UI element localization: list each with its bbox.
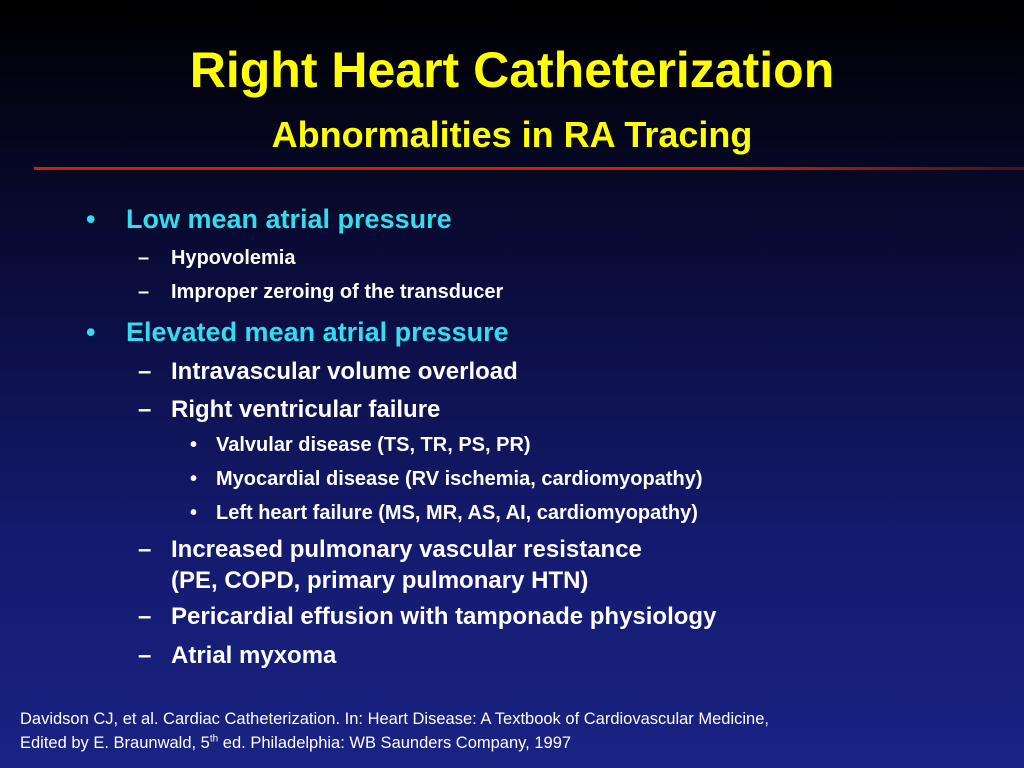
citation-ordinal-suffix: th	[209, 733, 219, 745]
dash-marker: –	[138, 536, 152, 563]
sub-item-label: Atrial myxoma	[171, 642, 337, 669]
rv-cause-myocardial	[190, 466, 703, 492]
dash-marker: –	[138, 281, 150, 303]
bullet-marker: •	[190, 502, 198, 524]
slide-title: Right Heart Catheterization	[189, 42, 835, 98]
citation-line-1: Davidson CJ, et al. Cardiac Catheterization. In: Heart Disease: A Textbook of Cardiovascular Medicine,	[20, 710, 769, 728]
sub-item-hypovolemia	[138, 245, 296, 271]
sub-item-label: Pericardial effusion with tamponade physiology	[171, 603, 717, 630]
rv-cause-label: Left heart failure (MS, MR, AS, AI, cardiomyopathy)	[216, 502, 698, 524]
dash-marker: –	[138, 396, 152, 423]
rv-cause-valvular	[190, 432, 531, 458]
sub-item-label: (PE, COPD, primary pulmonary HTN)	[171, 567, 589, 594]
bullet-low-mean-atrial-pressure	[86, 203, 452, 235]
bullet-elevated-mean-atrial-pressure	[86, 316, 509, 348]
title-divider	[34, 167, 1024, 170]
bullet-marker: •	[190, 434, 198, 456]
rv-cause-left-heart-failure	[190, 500, 698, 526]
rv-cause-label: Myocardial disease (RV ischemia, cardiomyopathy)	[216, 468, 703, 490]
dash-marker: –	[138, 642, 152, 669]
sub-item-label: Hypovolemia	[171, 247, 296, 269]
sub-item-pulmonary-vascular-resistance	[138, 535, 642, 565]
sub-item-label: Intravascular volume overload	[171, 358, 518, 385]
slide-subtitle: Abnormalities in RA Tracing	[271, 114, 753, 155]
bullet-label: Elevated mean atrial pressure	[126, 317, 509, 347]
rv-cause-label: Valvular disease (TS, TR, PS, PR)	[216, 434, 531, 456]
sub-item-label: Increased pulmonary vascular resistance	[171, 536, 642, 563]
sub-item-label: Right ventricular failure	[171, 396, 441, 423]
sub-item-volume-overload	[138, 357, 518, 387]
bullet-marker: •	[190, 468, 198, 490]
dash-marker: –	[138, 358, 152, 385]
citation-line-2	[20, 731, 769, 755]
dash-marker: –	[138, 603, 152, 630]
dash-marker: –	[138, 247, 150, 269]
citation-line-2-suffix: ed. Philadelphia: WB Saunders Company, 1997	[218, 734, 572, 752]
sub-item-atrial-myxoma	[138, 641, 337, 671]
sub-item-pulmonary-vascular-resistance-detail	[171, 566, 588, 596]
bullet-label: Low mean atrial pressure	[126, 204, 452, 234]
sub-item-improper-zeroing	[138, 279, 504, 305]
sub-item-label: Improper zeroing of the transducer	[171, 281, 504, 303]
citation	[20, 707, 769, 755]
citation-line-2-prefix: Edited by E. Braunwald, 5	[20, 734, 210, 752]
bullet-marker: •	[86, 204, 96, 234]
sub-item-pericardial-effusion	[138, 602, 717, 632]
bullet-marker: •	[86, 317, 96, 347]
sub-item-rv-failure	[138, 395, 441, 425]
